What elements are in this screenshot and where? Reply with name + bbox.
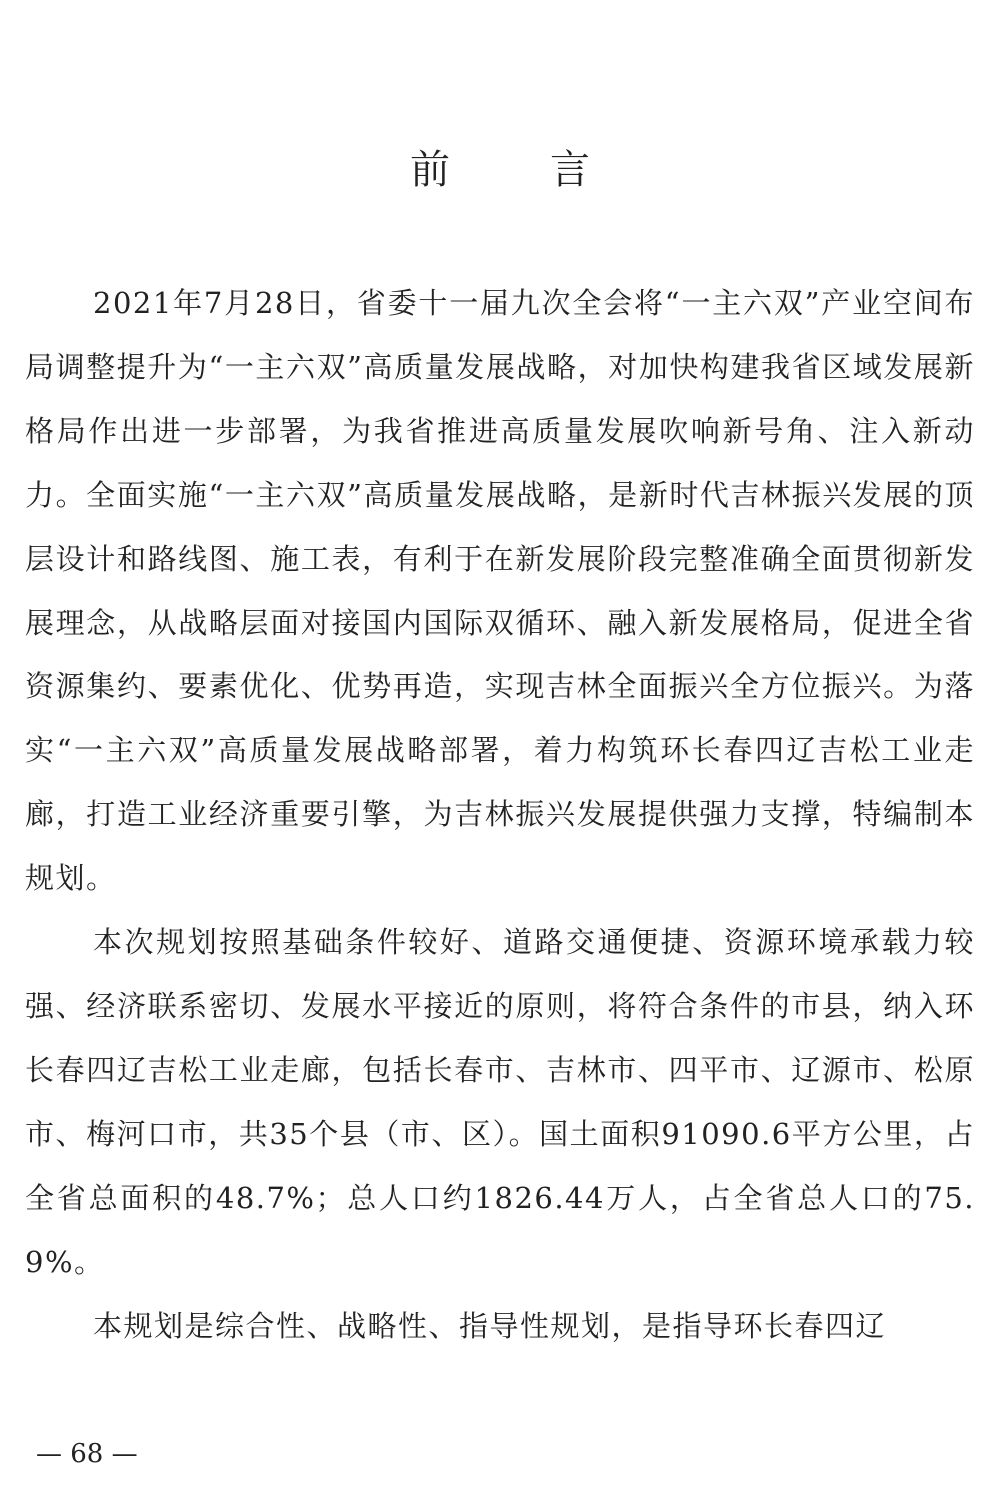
document-body	[25, 272, 975, 1358]
page-title: 前言	[410, 147, 690, 193]
paragraph: 2021年7月28日，省委十一届九次全会将“一主六双”产业空间布局调整提升为“一主六双”高质量发展战略，对加快构建我省区域发展新格局作出进一步部署，为我省推进高质量发展吹响新号角、注入新动力。全面实施“一主六双”高质量发展战略，是新时代吉林振兴发展的顶层设计和路线图、施工表，有利于在新发展阶段完整准确全面贯彻新发展理念，从战略层面对接国内国际双循环、融入新发展格局，促进全省资源集约、要素优化、优势再造，实现吉林全面振兴全方位振兴。为落实“一主六双”高质量发展战略部署，着力构筑环长春四辽吉松工业走廊，打造工业经济重要引擎，为吉林振兴发展提供强力支撑，特编制本规划。	[25, 286, 975, 896]
paragraph: 本次规划按照基础条件较好、道路交通便捷、资源环境承载力较强、经济联系密切、发展水平接近的原则，将符合条件的市县，纳入环长春四辽吉松工业走廊，包括长春市、吉林市、四平市、辽源市、松原市、梅河口市，共35个县（市、区）。国土面积91090.6平方公里，占全省总面积的48.7%；总人口约1826.44万人，占全省总人口的75.9%。	[25, 925, 975, 1279]
paragraph: 本规划是综合性、战略性、指导性规划，是指导环长春四辽	[93, 1308, 887, 1343]
page-number: — 68 —	[36, 1439, 138, 1469]
